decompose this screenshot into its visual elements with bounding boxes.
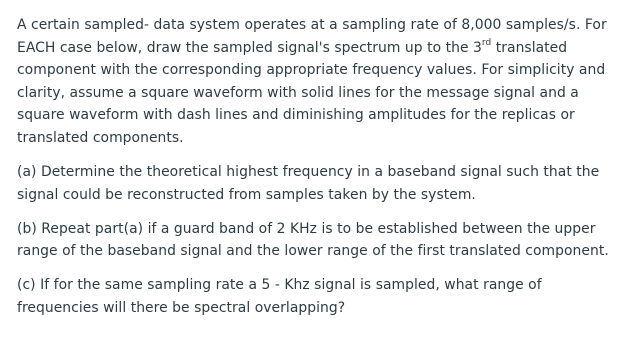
problem-document: [17, 14, 625, 319]
part-c-question: (c) If for the same sampling rate a 5 - Khz signal is sampled, what range of frequencies will there be spectral overlapping?: [17, 277, 542, 316]
part-a-question: (a) Determine the theoretical highest frequency in a baseband signal such that the signal could be reconstructed from samples taken by the system.: [17, 163, 600, 203]
intro-text-start: A certain sampled- data system operates at a sampling rate of 8,000 samples/s. For EACH case below, draw the sampled signal's spectrum up to the 3: [17, 17, 607, 56]
intro-text-end: translated component with the corresponding appropriate frequency values. For simplicity and clarity, assume a square waveform with solid lines for the message signal and a square waveform with dash lines and diminishing amplitudes for the replicas or translated components.: [17, 39, 606, 146]
intro-paragraph: [17, 14, 625, 150]
ordinal-superscript: rd: [481, 37, 492, 48]
part-b-question: (b) Repeat part(a) if a guard band of 2 KHz is to be established between the upper range of the baseband signal and the lower range of the first translated component.: [17, 220, 609, 260]
